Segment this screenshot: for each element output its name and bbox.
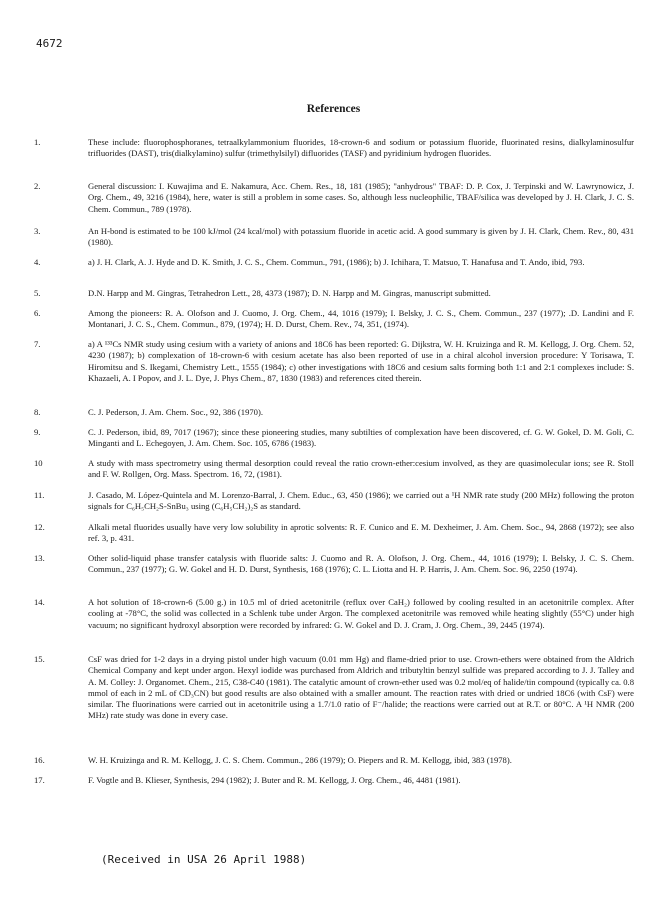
reference-text: Among the pioneers: R. A. Olofson and J. Cuomo, J. Org. Chem., 44, 1016 (1979); I. Belsky, J. C. S., Chem. Commun., 237 (1977); .D. Landini and F. Montanari, J. C. S., Chem. Commun., 879, (1974); H. D. Durst, Chem. Rev., 74, 351, (1974). (88, 308, 634, 330)
reference-text: A study with mass spectrometry using thermal desorption could reveal the ratio crown-ether:cesium involved, as they are quasimolecular ions; see R. Stoll and F. W. Rollgen, Org. Mass. Spectrom. 16, 72, (1981). (88, 458, 634, 480)
reference-text: General discussion: I. Kuwajima and E. Nakamura, Acc. Chem. Res., 18, 181 (1985); "anhydrous" TBAF: D. P. Cox, J. Terpinski and W. Lawrynowicz, J. Org. Chem., 49, 3216 (1984), here, water is still a problem in some cases. So, although less nucleophilic, TBAF/silica was developed by J. H. Clark, J. C. S. Chem. Commun., 789 (1978). (88, 181, 634, 214)
reference-number: 3. (34, 226, 41, 236)
received-date: (Received in USA 26 April 1988) (101, 853, 307, 866)
reference-text: Alkali metal fluorides usually have very low solubility in aprotic solvents: R. F. Cunico and E. M. Dexheimer, J. Am. Chem. Soc., 94, 2868 (1972); see also ref. 3, p. 431. (88, 522, 634, 544)
reference-number: 6. (34, 308, 41, 318)
reference-text: W. H. Kruizinga and R. M. Kellogg, J. C. S. Chem. Commun., 286 (1979); O. Piepers and R. M. Kellogg, ibid, 383 (1978). (88, 755, 512, 765)
reference-text: a) J. H. Clark, A. J. Hyde and D. K. Smith, J. C. S., Chem. Commun., 791, (1986); b) J. Ichihara, T. Matsuo, T. Hanafusa and T. Ando, ibid, 793. (88, 257, 585, 267)
reference-text: An H-bond is estimated to be 100 kJ/mol (24 kcal/mol) with potassium fluoride in acetic acid. A good summary is given by J. H. Clark, Chem. Rev., 80, 431 (1980). (88, 226, 634, 248)
reference-number: 13. (34, 553, 45, 563)
reference-number: 9. (34, 427, 41, 437)
references-heading: References (306, 103, 361, 115)
page-number: 4672 (36, 37, 63, 50)
reference-text: C. J. Pederson, J. Am. Chem. Soc., 92, 386 (1970). (88, 407, 263, 417)
reference-number: 14. (34, 597, 45, 607)
reference-number: 11. (34, 490, 45, 500)
reference-text: C. J. Pederson, ibid, 89, 7017 (1967); since these pioneering studies, many subtilties of complexation have been discovered, cf. G. W. Gokel, D. M. Goli, C. Minganti and L. Echegoyen, J. Am. Chem. Soc. 105, 6786 (1983). (88, 427, 634, 449)
reference-number: 17. (34, 775, 45, 785)
reference-text: a) A ¹³³Cs NMR study using cesium with a variety of anions and 18C6 has been reported: G. Dijkstra, W. H. Kruizinga and R. M. Kellogg, J. Org. Chem. 52, 4230 (1987); b) complexation of 18-crown-6 with cesium acetate has also been reported of use in a chiral alcohol inversion procedure: Y Torisawa, T. Hiromitsu and S. Ikegami, Chemistry Lett., 1555 (1984); c) other investigations with 18C6 and cesium salts forming both 1:1 and 2:1 complexes include: S. Khazaeli, A. I Popov, and J. L. Dye, J. Phys Chem., 87, 1830 (1983) and references cited therein. (88, 339, 634, 383)
reference-number: 4. (34, 257, 41, 267)
reference-number: 16. (34, 755, 45, 765)
reference-text: A hot solution of 18-crown-6 (5.00 g.) in 10.5 ml of dried acetonitrile (reflux over CaH₂) followed by cooling resulted in an acetonitrile complex. After cooling at -78°C, the solid was collected in a Schlenk tube under Argon. The complexed acetonitrile was removed while heating slightly (55°C) under high vacuum; no significant hydroxyl absorption were recorded by infrared: G. W. Gokel and D. J. Cram, J. Org. Chem., 39, 2445 (1974). (88, 597, 634, 630)
reference-number: 5. (34, 288, 41, 298)
reference-text: D.N. Harpp and M. Gingras, Tetrahedron Lett., 28, 4373 (1987); D. N. Harpp and M. Gingras, manuscript submitted. (88, 288, 491, 298)
reference-text: F. Vogtle and B. Klieser, Synthesis, 294 (1982); J. Buter and R. M. Kellogg, J. Org. Chem., 46, 4481 (1981). (88, 775, 461, 785)
reference-number: 1. (34, 137, 41, 147)
reference-number: 10 (34, 458, 43, 468)
reference-text: These include: fluorophosphoranes, tetraalkylammonium fluorides, 18-crown-6 and sodium or potassium fluoride, fluorinated resins, dialkylaminosulfur trifluorides (DAST), tris(dialkylamino) sulfur (trimethylsilyl) difluorides (TASF) and pyridinium hydrogen fluorides. (88, 137, 634, 159)
reference-number: 15. (34, 654, 45, 664)
reference-text: J. Casado, M. López-Quintela and M. Lorenzo-Barral, J. Chem. Educ., 63, 450 (1986); we carried out a ¹H NMR rate study (200 MHz) following the proton signals for C₆H₅CH₂S-SnBu₃ using (C₆H₅CH₂)₂S as standard. (88, 490, 634, 512)
reference-number: 12. (34, 522, 45, 532)
reference-text: Other solid-liquid phase transfer catalysis with fluoride salts: J. Cuomo and R. A. Olofson, J. Org. Chem., 44, 1016 (1979); I. Belsky, J. C. S. Chem. Commun., 237 (1977); G. W. Gokel and H. D. Durst, Synthesis, 168 (1976); C. L. Liotta and H. P. Harris, J. Am. Chem. Soc. 96, 2250 (1974). (88, 553, 634, 575)
reference-text: CsF was dried for 1-2 days in a drying pistol under high vacuum (0.01 mm Hg) and flame-dried prior to use. Crown-ethers were obtained from the Aldrich Chemical Company and kept under argon. Hexyl iodide was purchased from Aldrich and tributyltin benzyl sulfide was prepared according to J. J. Talley and A. M. Colley: J. Organomet. Chem., 215, C38-C40 (1981). The catalytic amount of crown-ether used was 0.2 mol/eq of halide/tin compound (typically ca. 0.8 mmol of each in 2 mL of CD₃CN) but good results are also obtained with a smaller amount. The reaction rates with dried or undried 18C6 (with CsF) were similar. The fluorinations were carried out in acetonitrile using a 1.7/1.0 ratio of F⁻/halide; the reactions were carried out at R.T. or 80°C. A ¹H NMR (200 MHz) rate study was done in every case. (88, 654, 634, 721)
reference-number: 8. (34, 407, 41, 417)
reference-number: 2. (34, 181, 41, 191)
reference-number: 7. (34, 339, 41, 349)
